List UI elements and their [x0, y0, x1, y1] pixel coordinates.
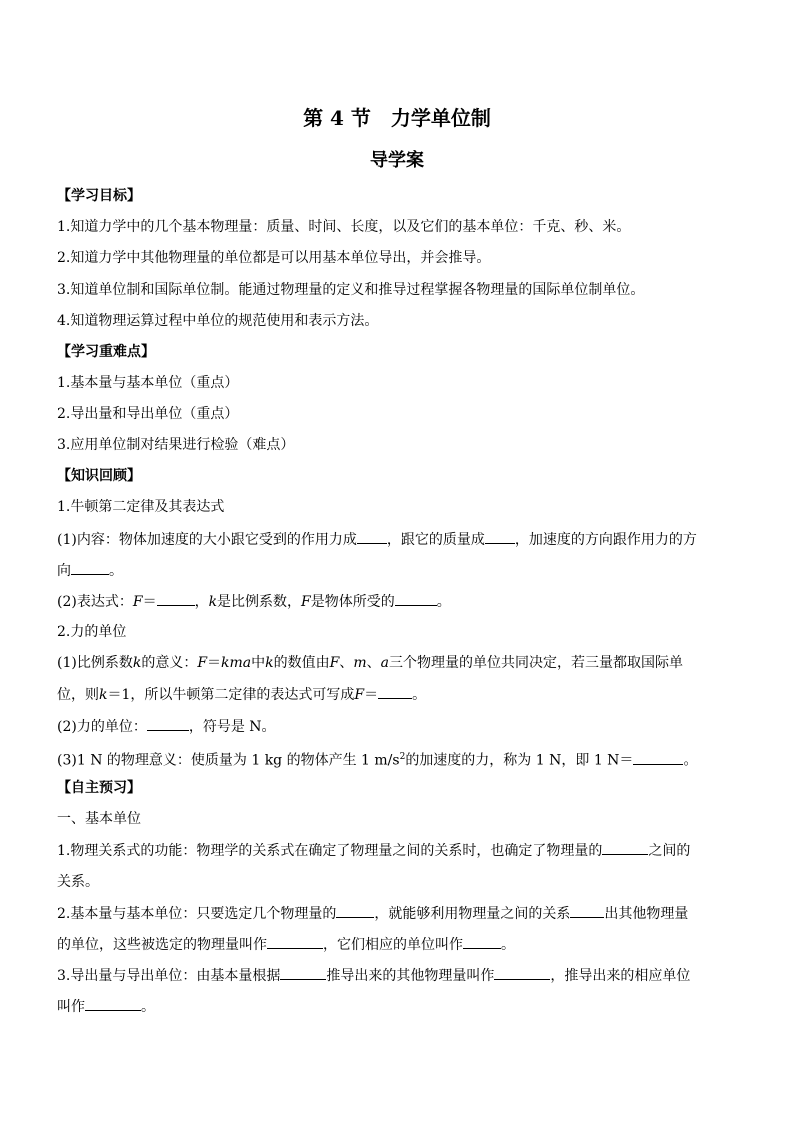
section-heading-key-points: 【学习重难点】 — [57, 344, 155, 360]
review-line-newton-content-cont: 向 。 — [57, 560, 737, 581]
review-line-expression: (2)表达式：F＝ ，k是比例系数，F是物体所受的 。 — [57, 591, 737, 612]
preview-line-2: 2.基本量与基本单位：只要选定几个物理量的 ，就能够利用物理量之间的关系 出其他物理量 — [57, 903, 737, 924]
preview-line-1-cont: 关系。 — [57, 874, 99, 890]
answer-blank[interactable] — [494, 965, 550, 980]
key-point-item: 1.基本量与基本单位（重点） — [57, 375, 239, 391]
answer-blank[interactable] — [336, 903, 374, 918]
answer-blank[interactable] — [485, 529, 515, 544]
review-line-newton-content: (1)内容：物体加速度的大小跟它受到的作用力成 ，跟它的质量成 ，加速度的方向跟作用力的方 — [57, 529, 737, 550]
objective-item: 3.知道单位制和国际单位制。能通过物理量的定义和推导过程掌握各物理量的国际单位制单位。 — [57, 282, 645, 298]
key-point-item: 2.导出量和导出单位（重点） — [57, 406, 239, 422]
answer-blank[interactable] — [85, 996, 141, 1011]
preview-part-title: 一、基本单位 — [57, 811, 141, 827]
answer-blank[interactable] — [280, 965, 326, 980]
answer-blank[interactable] — [570, 903, 604, 918]
answer-blank[interactable] — [267, 934, 323, 949]
answer-blank[interactable] — [157, 591, 195, 606]
section-heading-review: 【知识回顾】 — [57, 468, 141, 484]
section-heading-objectives: 【学习目标】 — [57, 188, 141, 204]
objective-item: 1.知道力学中的几个基本物理量：质量、时间、长度，以及它们的基本单位：千克、秒、米。 — [57, 219, 631, 235]
answer-blank[interactable] — [378, 684, 412, 699]
page-title: 第 4 节 力学单位制 — [303, 106, 491, 130]
review-line-force-unit: (2)力的单位： ，符号是 N。 — [57, 716, 737, 737]
review-line-newton-meaning: (3)1 N 的物理意义：使质量为 1 kg 的物体产生 1 $m/s^2$的加速度的力，称为 1 N，即 1 N＝ 。 — [57, 747, 737, 771]
section-heading-preview: 【自主预习】 — [57, 780, 141, 796]
page-subtitle: 导学案 — [370, 150, 424, 171]
review-line-coefficient: (1)比例系数k的意义：F＝kma中k的数值由F、m、a三个物理量的单位共同决定，若三量都取国际单 — [57, 655, 683, 671]
preview-line-3: 3.导出量与导出单位：由基本量根据 推导出来的其他物理量叫作 ，推导出来的相应单位 — [57, 965, 737, 986]
key-point-item: 3.应用单位制对结果进行检验（难点） — [57, 437, 295, 453]
answer-blank[interactable] — [463, 934, 501, 949]
review-line-coefficient-cont: 位，则k＝1，所以牛顿第二定律的表达式可写成F＝ 。 — [57, 684, 737, 705]
objective-item: 2.知道力学中其他物理量的单位都是可以用基本单位导出，并会推导。 — [57, 250, 491, 266]
answer-blank[interactable] — [357, 529, 387, 544]
review-question-title: 1.牛顿第二定律及其表达式 — [57, 499, 225, 515]
preview-line-2-cont: 的单位，这些被选定的物理量叫作 ，它们相应的单位叫作 。 — [57, 934, 737, 955]
preview-line-1: 1.物理关系式的功能：物理学的关系式在确定了物理量之间的关系时，也确定了物理量的 之间的 — [57, 840, 737, 861]
answer-blank[interactable] — [633, 750, 683, 765]
objective-item: 4.知道物理运算过程中单位的规范使用和表示方法。 — [57, 313, 379, 329]
answer-blank[interactable] — [147, 716, 189, 731]
review-question-title: 2.力的单位 — [57, 624, 127, 640]
answer-blank[interactable] — [395, 591, 437, 606]
answer-blank[interactable] — [71, 560, 109, 575]
answer-blank[interactable] — [602, 840, 648, 855]
preview-line-3-cont: 叫作 。 — [57, 996, 737, 1017]
